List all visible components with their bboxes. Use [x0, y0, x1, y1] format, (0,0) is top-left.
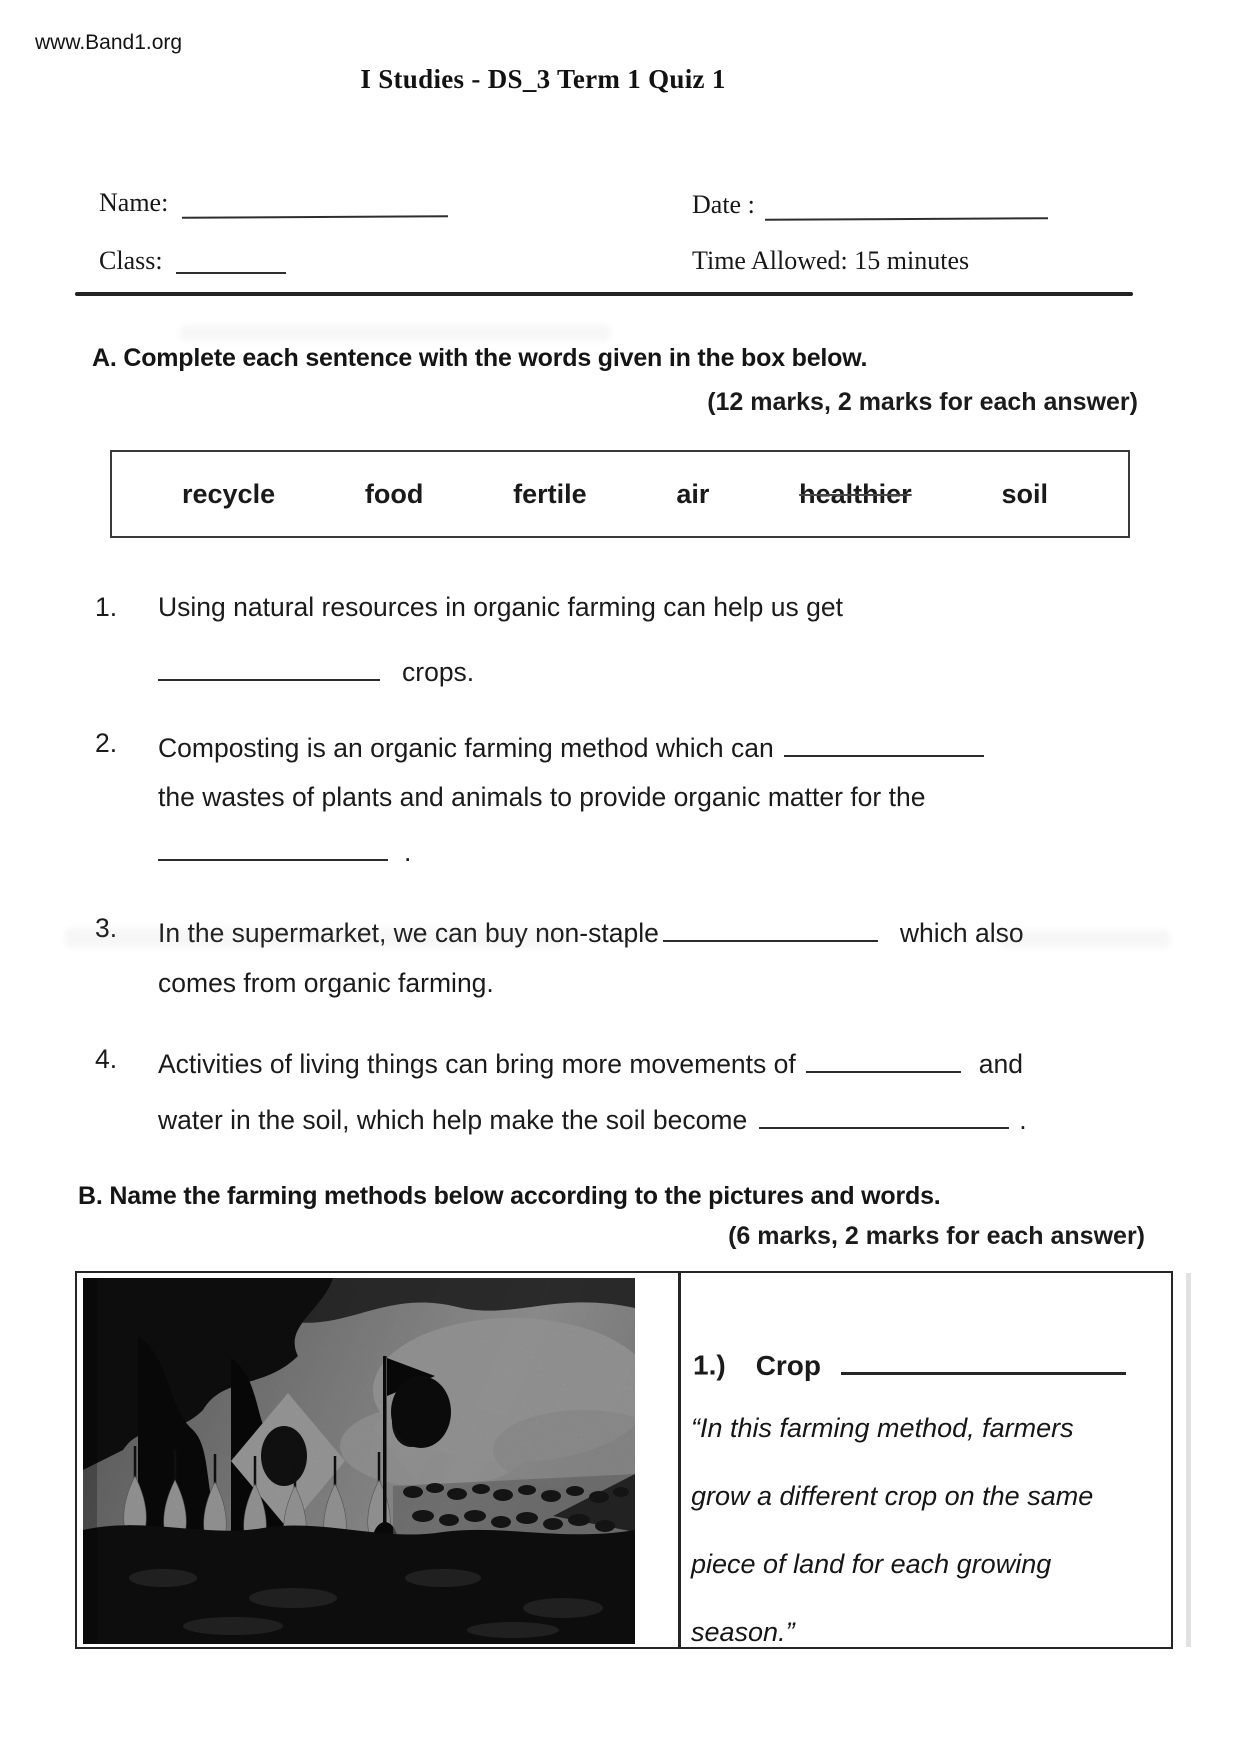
- question-2-line-3: [158, 832, 411, 868]
- question-2-number: 2.: [95, 728, 118, 758]
- scan-ghosting: [180, 325, 610, 341]
- method-1-quote-line: grow a different crop on the same: [691, 1481, 1094, 1511]
- watermark-url: www.Band1.org: [35, 31, 183, 54]
- method-1-label: Crop: [755, 1349, 822, 1381]
- photo-cell: [83, 1278, 635, 1644]
- farm-photo-image: [83, 1278, 635, 1644]
- name-label: Name:: [99, 188, 169, 217]
- word-bank-item: recycle: [182, 478, 276, 509]
- question-4-line-2: [158, 1100, 1027, 1136]
- word-bank-box: [110, 450, 1130, 538]
- method-1-answer-blank: [841, 1345, 1126, 1375]
- question-4-line-2-text: water in the soil, which help make the soil become: [158, 1105, 748, 1136]
- question-2-line-2: the wastes of plants and animals to provide organic matter for the: [158, 782, 926, 812]
- question-2-line-1-text: Composting is an organic farming method which can: [158, 733, 774, 764]
- question-3-line-1-text: In the supermarket, we can buy non-staple: [158, 918, 659, 949]
- section-b-heading: B. Name the farming methods below according to the pictures and words.: [78, 1182, 941, 1210]
- name-blank-line: [182, 215, 448, 218]
- scan-ghosting: [1000, 930, 1170, 948]
- section-a-marks: (12 marks, 2 marks for each answer): [707, 388, 1138, 416]
- method-1-number: 1.): [693, 1349, 726, 1381]
- question-1-line-2: [158, 652, 474, 688]
- method-1-label-line: [693, 1345, 1126, 1382]
- question-1-line-2-text: crops.: [402, 657, 475, 688]
- class-label: Class:: [99, 246, 163, 275]
- date-blank-line: [765, 217, 1048, 220]
- question-4-number: 4.: [95, 1044, 118, 1074]
- answer-blank: [663, 913, 878, 942]
- table-column-divider: [678, 1273, 681, 1647]
- section-a-heading: A. Complete each sentence with the words given in the box below.: [92, 344, 868, 372]
- method-1-quote-line: season.”: [691, 1617, 795, 1647]
- scan-ghosting: [65, 928, 565, 948]
- answer-blank: [784, 728, 984, 757]
- question-3-line-1-tail: which also: [899, 918, 1024, 949]
- word-bank-item: soil: [1001, 478, 1048, 509]
- word-bank-item: food: [364, 478, 424, 509]
- answer-blank: [158, 832, 388, 861]
- question-1-line-1: Using natural resources in organic farming can help us get: [158, 592, 843, 622]
- word-bank-item: air: [676, 478, 710, 509]
- method-1-quote-line: piece of land for each growing: [691, 1549, 1052, 1579]
- class-blank-line: [176, 272, 286, 274]
- word-bank-item: fertile: [513, 478, 587, 509]
- farming-methods-table: [75, 1271, 1173, 1649]
- question-2-line-1: [158, 728, 984, 764]
- section-b-marks: (6 marks, 2 marks for each answer): [728, 1222, 1145, 1250]
- question-3-line-2: comes from organic farming.: [158, 968, 494, 998]
- question-4-line-1-tail: and: [978, 1049, 1023, 1080]
- answer-blank: [806, 1044, 961, 1073]
- question-4-line-2-tail: .: [1019, 1105, 1027, 1136]
- method-1-quote-line: “In this farming method, farmers: [691, 1413, 1074, 1443]
- question-1-number: 1.: [95, 592, 118, 622]
- question-2-line-3-text: .: [404, 837, 412, 868]
- question-4-line-1: [158, 1044, 1023, 1080]
- question-4-line-1-text: Activities of living things can bring more movements of: [158, 1049, 796, 1080]
- time-allowed-label: Time Allowed: 15 minutes: [692, 246, 970, 275]
- answer-blank: [158, 652, 380, 681]
- question-3-number: 3.: [95, 913, 118, 943]
- word-bank-item: healthier: [799, 478, 912, 509]
- scan-shadow-line: [1186, 1273, 1191, 1647]
- page-title: I Studies - DS_3 Term 1 Quiz 1: [360, 64, 726, 94]
- answer-blank: [759, 1100, 1009, 1129]
- date-label: Date :: [692, 190, 755, 219]
- header-divider-rule: [75, 292, 1133, 296]
- answer-cell: [691, 1273, 1169, 1647]
